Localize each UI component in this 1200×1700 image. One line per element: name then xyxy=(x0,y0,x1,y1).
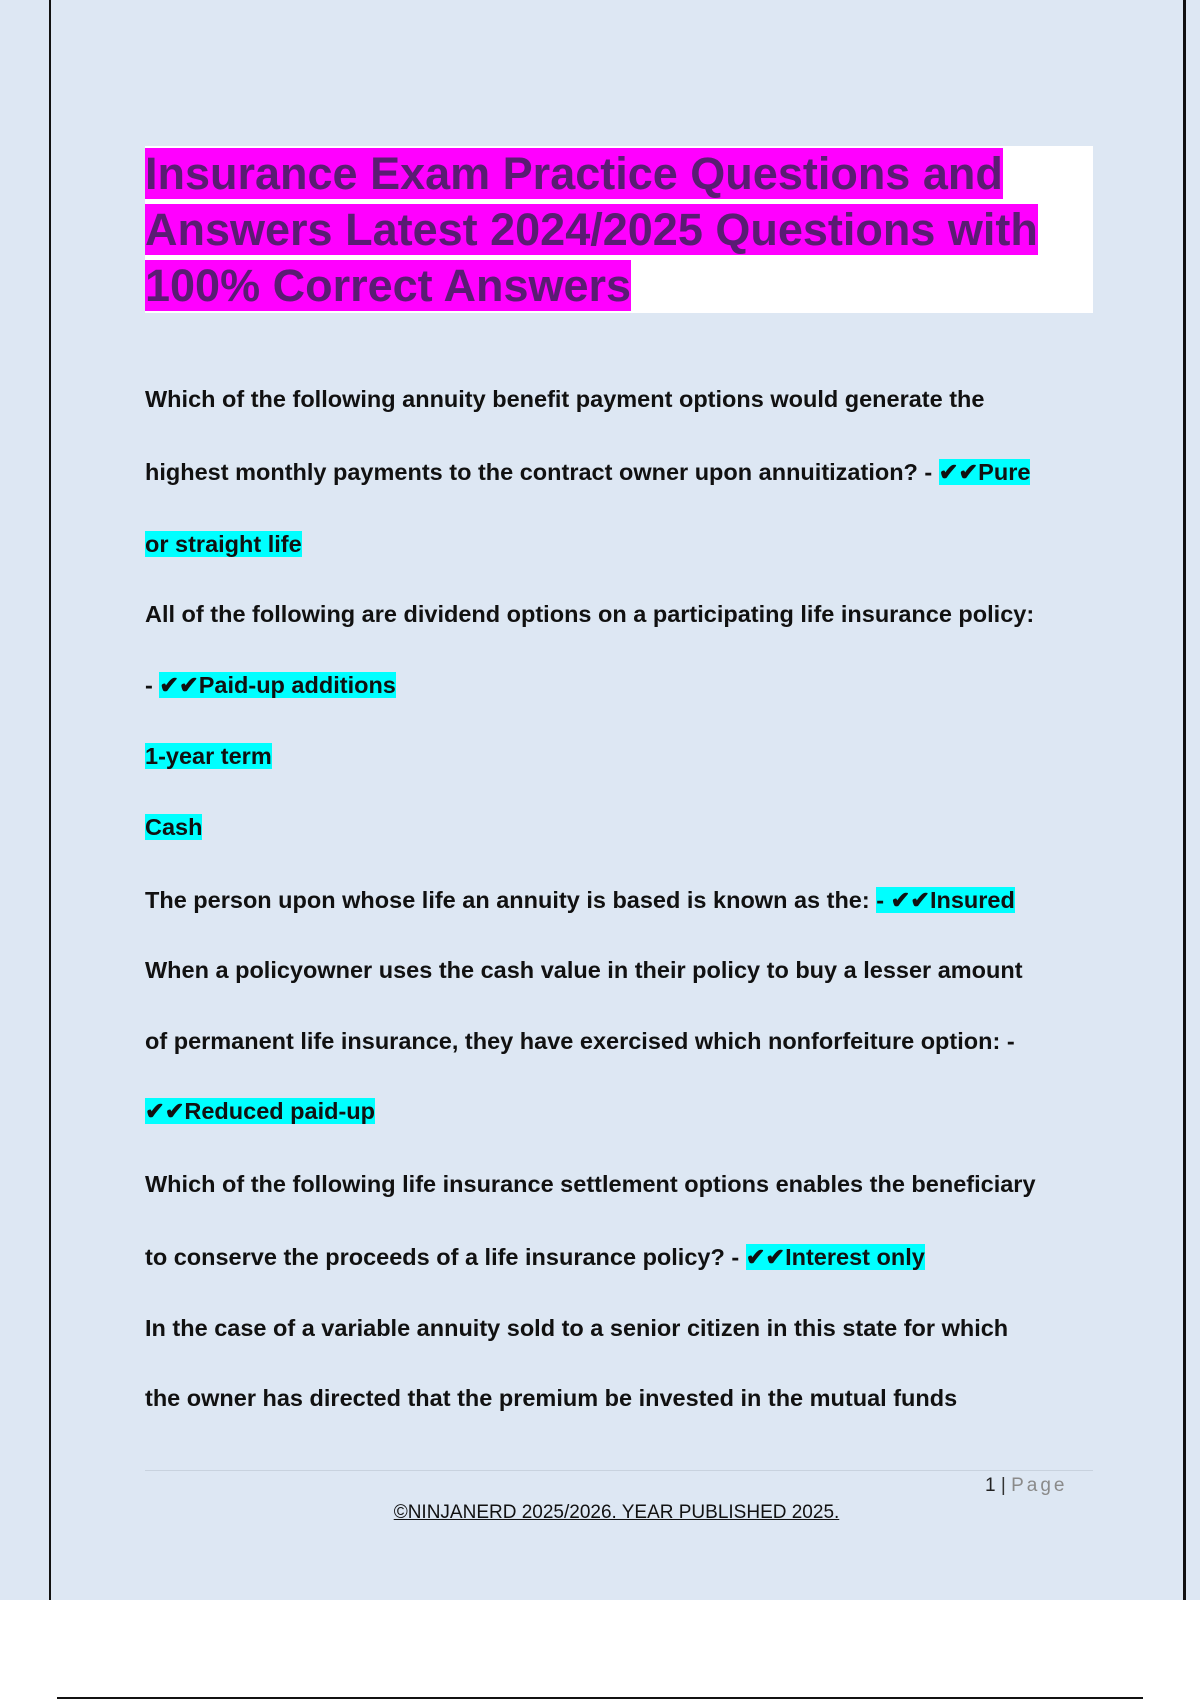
text-line: Which of the following annuity benefit payment options would generate the xyxy=(145,386,985,412)
copyright-notice: ©NINJANERD 2025/2026. YEAR PUBLISHED 2025. xyxy=(393,1502,840,1523)
answer-highlight: ✔✔Reduced paid-up xyxy=(145,1098,375,1124)
answer-highlight: ✔✔Paid-up additions xyxy=(159,672,396,698)
page-number-separator: | xyxy=(995,1475,1012,1496)
text-line xyxy=(145,808,202,846)
text-line: to conserve the proceeds of a life insurance policy? - ✔✔Interest only xyxy=(145,1244,925,1270)
text-line: When a policyowner uses the cash value in their policy to buy a lesser amount xyxy=(145,957,1023,983)
page-left-border xyxy=(49,0,51,1600)
page-number xyxy=(985,1475,1067,1497)
text-line xyxy=(145,737,272,775)
page-right-border xyxy=(1183,0,1186,1600)
answer-highlight: - ✔✔Insured xyxy=(876,887,1015,913)
answer-highlight: 1-year term xyxy=(145,743,272,769)
page-word: Page xyxy=(1011,1475,1068,1496)
document-title: Insurance Exam Practice Questions and Answers Latest 2024/2025 Questions with 100% Correct Answers xyxy=(145,148,1038,311)
text-line: of permanent life insurance, they have exercised which nonforfeiture option: - xyxy=(145,1028,1015,1054)
text-line xyxy=(145,525,302,563)
title-box xyxy=(145,146,1093,313)
footer-divider xyxy=(145,1470,1093,1471)
answer-highlight: ✔✔Pure xyxy=(938,459,1031,485)
answer-highlight: ✔✔Interest only xyxy=(745,1244,925,1270)
answer-highlight: or straight life xyxy=(145,531,302,557)
answer-highlight: Cash xyxy=(145,814,203,840)
page-number-value: 1 xyxy=(985,1475,996,1496)
next-page-top-rule xyxy=(57,1697,1143,1699)
text-line: In the case of a variable annuity sold to a senior citizen in this state for which xyxy=(145,1315,1009,1341)
text-line: The person upon whose life an annuity is based is known as the: - ✔✔Insured xyxy=(145,887,1015,913)
text-line: - ✔✔Paid-up additions xyxy=(145,672,396,698)
text-line: Which of the following life insurance settlement options enables the beneficiary xyxy=(145,1171,1036,1197)
text-line: the owner has directed that the premium be invested in the mutual funds xyxy=(145,1385,958,1411)
text-line: All of the following are dividend options on a participating life insurance policy: xyxy=(145,601,1035,627)
text-line: highest monthly payments to the contract owner upon annuitization? - ✔✔Pure xyxy=(145,459,1031,485)
text-line xyxy=(145,1092,375,1130)
